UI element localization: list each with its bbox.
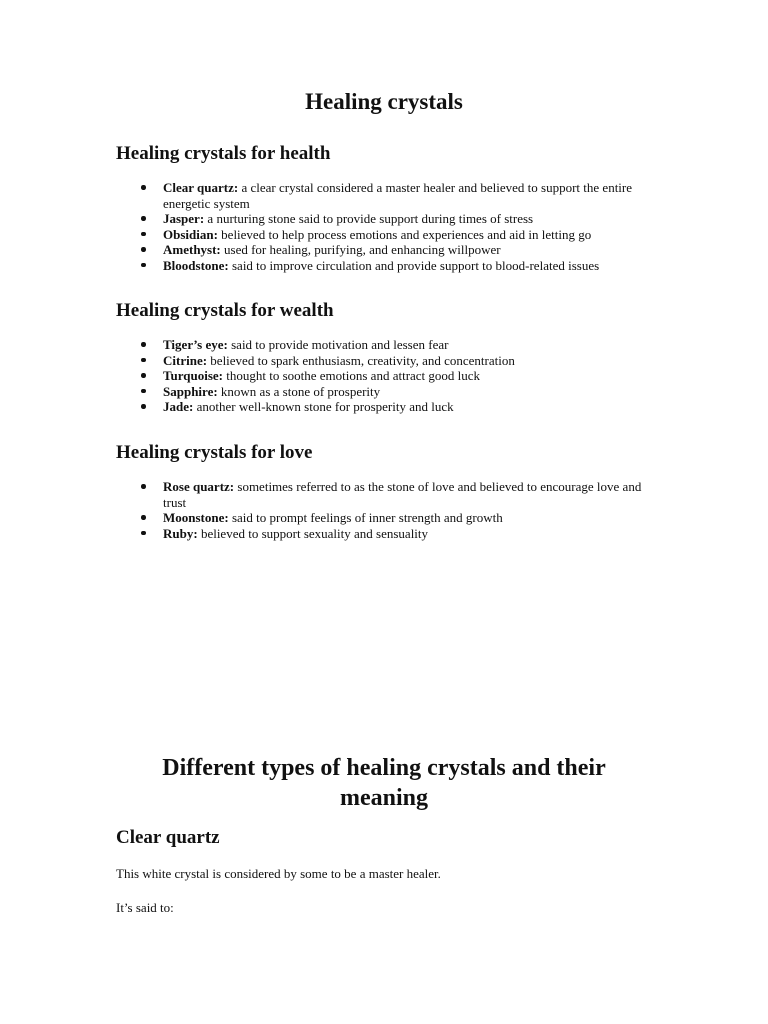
page-title: Healing crystals [305, 89, 463, 114]
list-item [116, 526, 646, 542]
crystal-name: Clear quartz: [163, 180, 239, 195]
crystal-description: believed to help process emotions and experiences and aid in letting go [217, 226, 592, 242]
crystal-description: a clear crystal considered a master healer and believed to support the entire energetic system [163, 180, 633, 211]
crystal-description: thought to soothe emotions and attract good luck [222, 368, 481, 384]
paragraph: It’s said to: [116, 900, 174, 915]
list-wealth [116, 337, 646, 415]
list-item [116, 258, 646, 274]
list-item [116, 399, 646, 415]
list-item [116, 242, 646, 258]
crystal-name: Rose quartz: [163, 479, 235, 494]
crystal-description: sometimes referred to as the stone of love and believed to encourage love and trust [163, 479, 642, 510]
heading-health: Healing crystals for health [116, 143, 331, 164]
crystal-description: believed to support sexuality and sensuality [197, 525, 429, 541]
crystal-name: Jade: [163, 399, 194, 415]
crystal-name: Bloodstone: [163, 257, 229, 273]
crystal-name: Ruby: [163, 525, 198, 541]
crystal-name: Obsidian: [163, 226, 218, 242]
crystal-name: Amethyst: [163, 242, 221, 258]
list-item [116, 353, 646, 369]
crystal-name: Tiger’s eye: [163, 337, 228, 352]
list-item [116, 384, 646, 400]
crystal-description: known as a stone of prosperity [217, 383, 381, 399]
paragraph: This white crystal is considered by some to be a master healer. [116, 866, 441, 881]
heading-clear-quartz: Clear quartz [116, 827, 220, 848]
crystal-description: said to prompt feelings of inner strength and growth [228, 510, 503, 526]
heading-love: Healing crystals for love [116, 442, 313, 463]
crystal-description: a nurturing stone said to provide support during times of stress [204, 211, 534, 227]
list-item [116, 180, 646, 211]
crystal-name: Moonstone: [163, 510, 229, 526]
crystal-name: Sapphire: [163, 383, 218, 399]
crystal-description: said to provide motivation and lessen fear [227, 337, 449, 352]
crystal-description: said to improve circulation and provide support to blood-related issues [228, 257, 600, 273]
list-health [116, 180, 646, 274]
heading-wealth: Healing crystals for wealth [116, 300, 334, 321]
list-love [116, 479, 646, 541]
list-item [116, 211, 646, 227]
list-item [116, 510, 646, 526]
crystal-name: Turquoise: [163, 368, 223, 384]
crystal-description: used for healing, purifying, and enhancing willpower [220, 242, 501, 258]
list-item [116, 227, 646, 243]
list-item [116, 337, 646, 353]
crystal-description: believed to spark enthusiasm, creativity, and concentration [207, 352, 515, 368]
crystal-description: another well-known stone for prosperity and luck [193, 399, 454, 415]
crystal-name: Jasper: [163, 211, 205, 227]
section-title: Different types of healing crystals and their meaning [162, 755, 606, 811]
list-item [116, 368, 646, 384]
crystal-name: Citrine: [163, 352, 208, 368]
list-item [116, 479, 646, 510]
